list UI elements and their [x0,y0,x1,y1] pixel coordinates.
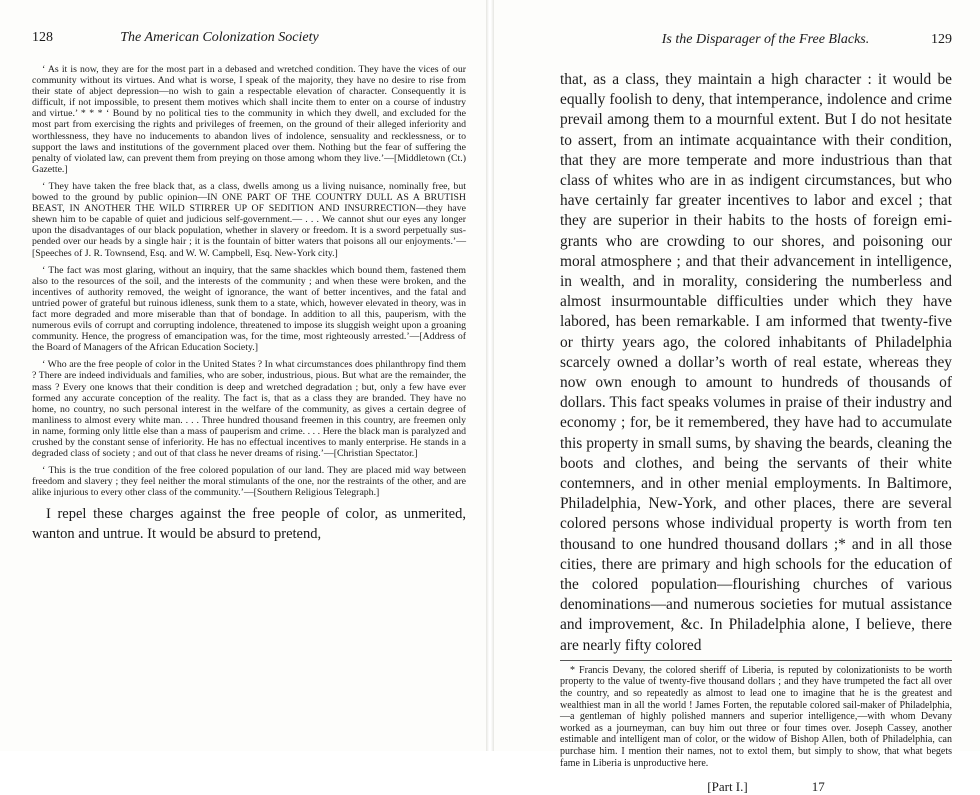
footnote-devany: * Francis Devany, the colored sheriff of Liberia, is reputed by colonizationists to be worth property to the value of twenty-five thousand dollars ; and they have trumpeted the fact all over the country, and so repeatedly as almost to lead one to imagine that he is the greatest and wealthiest man in all the world ! James Forten, the reputable colored sail-maker of Philadelphia,—a gentleman of highly polished manners and superior intelligence,—with whom Devany worked as a journeyman, can buy him out three or four times over. Joseph Cassey, another estimable and intelligent man of color, or the widow of Bishop Allen, both of Philadelphia, can purchase him. I mention their names, not to extol them, but simply to show, that what begets fame in Liberia is unproductive here. [560,664,952,769]
right-page [494,0,980,795]
signature-line [580,779,952,795]
right-page-number: 129 [931,32,952,47]
quote-middletown-gazette: ‘ As it is now, they are for the most part in a debased and wretched condition. They have the vices of our community without its virtues. And what is worse, I speak of the majority, they have no desire to rise from their state of abject depression—no wish to gain a respectable elevation of character. Consequently it is difficult, if not impossible, to present them motives which shall incite them to enter on a course of industry and virtue.’ * * * ‘ Bound by no political ties to the community in which they dwell, and excluded for the most part from exercising the rights and privileges of freemen, on the ground of their alleged inferiority and worthlessness, they have no inducements to abandon lives of indolence, sensuality and recklessness, or to support the laws and institutions of the government placed over them. Nothing but the fear of suffering the penalty of violated law, can prevent them from preying on those among whom they live.’—[Middletown (Ct.) Gazette.] [32,64,466,175]
left-page-header [32,30,466,54]
left-page [0,0,486,751]
left-page-number: 128 [32,30,53,45]
right-body-paragraph: that, as a class, they maintain a high character : it would be equally foolish to deny, that intemperance, indolence and crime prevail among them to a mournful extent. But I do not hesitate to assert, from an intimate acquaintance with their condition, that they are more temperate and more industrious than that class of whites who are in as indigent circumstances, but who have certainly far greater incentives to labor and excel ; that they are superior in their habits to the hosts of foreign emigrants who are crowding to our shores, and poisoning our moral atmosphere ; and that their advancement in intelligence, in wealth, and in morality, considering the numberless and almost insurmountable difficulties under which they have labored, has been remarkable. I am informed that twenty-five or thirty years ago, the colored inhabitants of Philadelphia scarcely owned a dollar’s worth of real estate, whereas they now own enough to amount to hundreds of thousands of dollars. This fact speaks volumes in praise of their industry and economy ; for, be it remembered, they have had to accumulate this property in small sums, by shaving the beards, cleaning the boots and clothes, and being the servants of their white contemners, and in other menial employments. In Baltimore, Philadelphia, New-York, and other places, there are several colored persons whose individual property is worth from ten thousand to one hundred thousand dollars ;* and in all those cities, there are primary and high schools for the education of the colored population—flourishing churches of various denominations—and numerous societies for mutual assistance and improvement, &c. In Philadelphia alone, I believe, there are nearly fifty colored [560,71,952,654]
book-gutter [486,0,494,751]
signature-part: [Part I.] [707,779,748,795]
right-page-header [560,32,952,56]
right-running-title: Is the Disparager of the Free Blacks. [661,32,870,47]
footnote-rule [560,660,952,661]
signature-number: 17 [811,779,825,795]
quote-southern-religious-telegraph: ‘ This is the true condition of the free colored population of our land. They are placed mid way between freedom and slavery ; they feel neither the moral stimulants of the one, nor the restraints of the other, and are alike injurious to every other class of the community.’—[Southern Religious Telegraph.] [32,465,466,499]
left-running-title: The American Colonization Society [120,30,319,45]
quote-african-education-society: ‘ The fact was most glaring, without an inquiry, that the same shackles which bound them, fastened them also to the resources of the soil, and the interests of the community ; and when these were broken, and the incentives of authority removed, the weight of ignorance, the want of better incentives, and the fatal and untried power of grateful but ruinous idleness, sunk them to a state, which, however elevated in theory, was in fact more degraded and more miserable than that of bondage. In addition to all this, pauperism, with the numerous evils of corrupt and corrupting indolence, threatened to impose its sluggish weight upon a groaning community. Hence, the progress of emancipation was, for the time, most righteously arrested.’—[Address of the Board of Managers of the African Education Society.] [32,264,466,354]
quote-townsend-campbell-speeches: ‘ They have taken the free black that, as a class, dwells among us a living nuisance, nominally free, but bowed to the ground by public opinion—IN ONE PART OF THE COUNTRY DULL AS A BRUTISH BEAST, IN ANOTHER THE WILD STIRRER UP OF SEDITION AND INSURRECTION—they have shewn him to be capable of quiet and judicious self-government.— . . . We cannot shut our eyes any longer upon the disadvantages of our black population, whether in slavery or freedom. It is a sword perpetually suspended over our heads by a single hair ; it is the fountain of bitter waters that poisons all our enjoyments.’—[Speeches of J. R. Townsend, Esq. and W. W. Campbell, Esq. New-York city.] [32,180,466,259]
quote-christian-spectator: ‘ Who are the free people of color in the United States ? In what circumstances does philanthropy find them ? There are indeed individuals and families, who are sober, industrious, pious. But what are the remainder, the mass ? Every one knows that their condition is deep and wretched degradation ; but, only a few have ever formed any accurate conception of the reality. The fact is, that as a class they are branded. They have no home, no country, no such personal interest in the welfare of the community, as gives a certain degree of manliness to almost every white man. . . . Three hundred thousand freemen in this country, are freemen only in name, forming only little else than a mass of pauperism and crime. . . . Here the black man is paralyzed and crushed by the constant sense of inferiority. He has no effectual incentives to manly enterprise. He stands in a degraded class of society ; and out of that class he never dreams of rising.’—[Christian Spectator.] [32,359,466,460]
left-closing-paragraph: I repel these charges against the free people of color, as unmerited, wanton and untrue. It would be absurd to pretend, [32,506,466,543]
